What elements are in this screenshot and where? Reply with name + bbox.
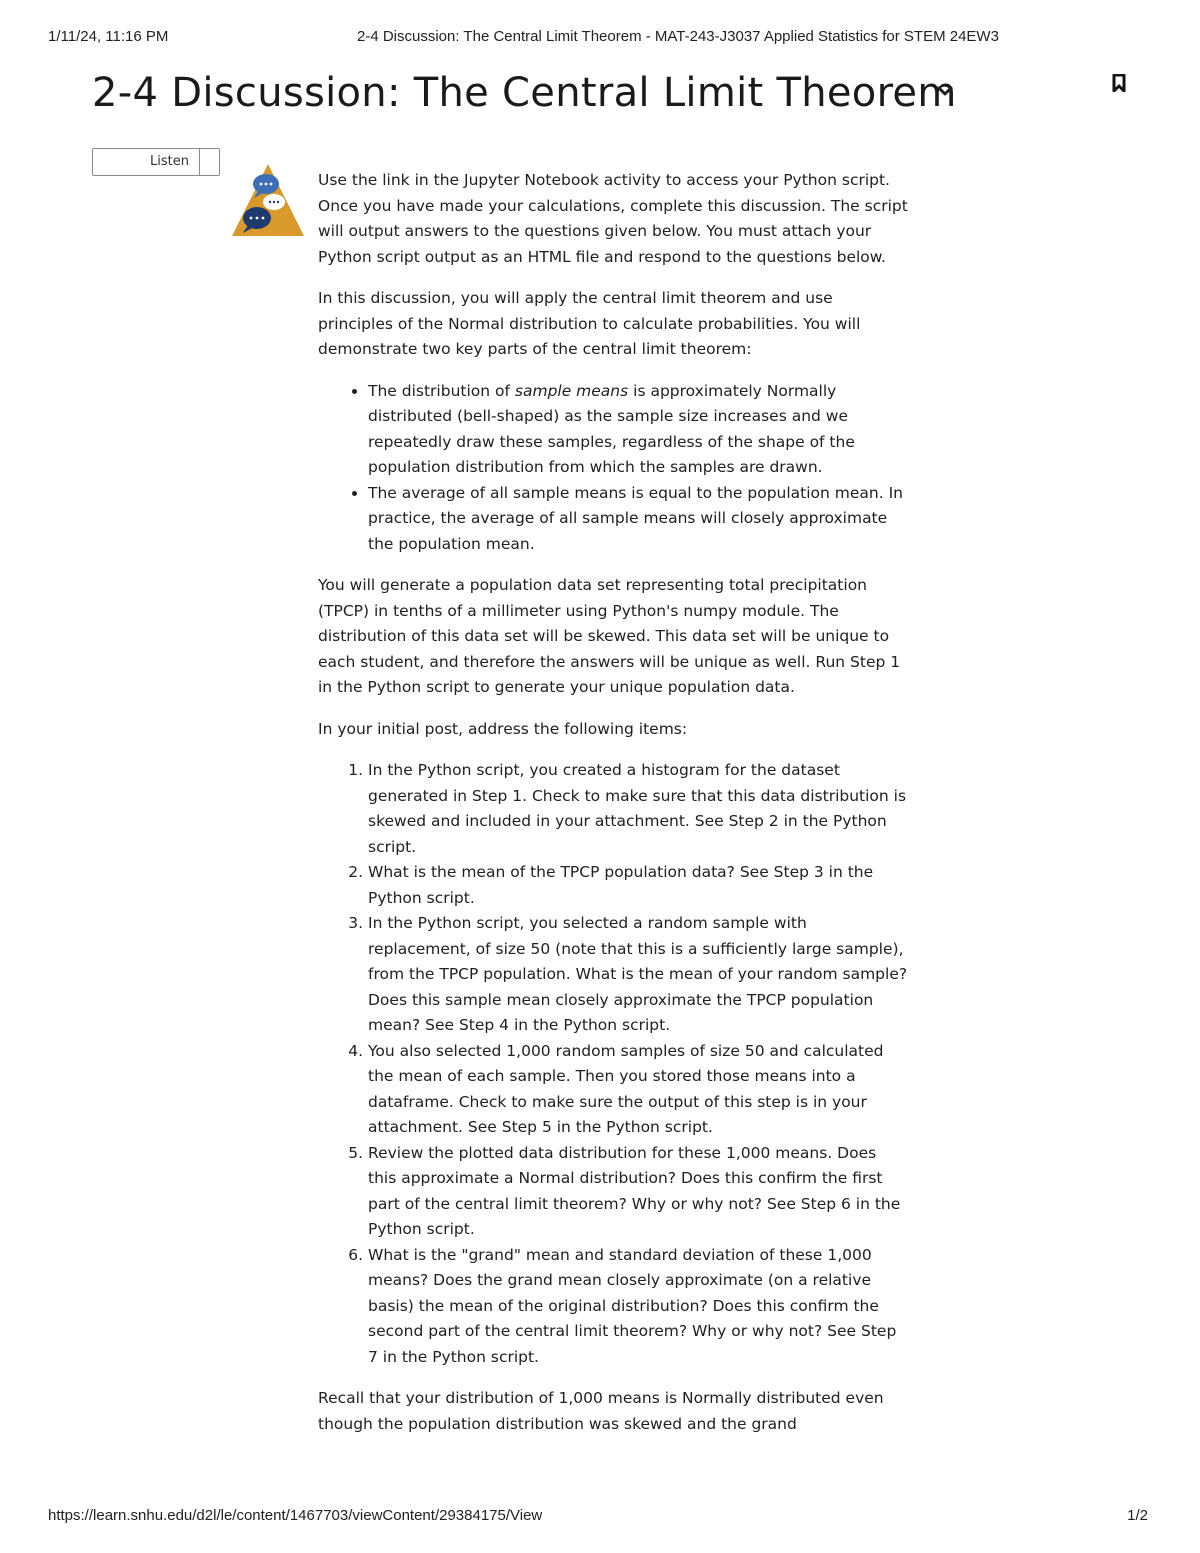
bullet-text: is approximately Normally distributed (bell-shaped) as the sample size increases and we repeatedly draw these samples, regardless of the shape of the population distribution from which the samples are drawn.	[368, 381, 855, 476]
clt-bullet-list	[318, 379, 908, 558]
chevron-down-icon[interactable]	[936, 82, 954, 100]
print-footer	[0, 1507, 1200, 1527]
bookmark-icon[interactable]	[1112, 74, 1126, 92]
print-page-number: 1/2	[1127, 1507, 1148, 1524]
question-item: 1. In the Python script, you created a histogram for the dataset generated in Step 1. Check to make sure that this data distribution is skewed and included in your attachment. See Step 2 in the Python script.	[368, 758, 908, 860]
bullet-emphasis: sample means	[514, 381, 629, 400]
question-item: 5. Review the plotted data distribution for these 1,000 means. Does this approximate a Normal distribution? Does this confirm the first part of the central limit theorem? Why or why not? See Step 6 in the Python script.	[368, 1141, 908, 1243]
data-paragraph: You will generate a population data set representing total precipitation (TPCP) in tenths of a millimeter using Python's numpy module. The distribution of this data set will be skewed. This data set will be unique to each student, and therefore the answers will be unique as well. Run Step 1 in the Python script to generate your unique population data.	[318, 576, 901, 696]
discussion-icon	[230, 162, 306, 238]
question-item: 4. You also selected 1,000 random samples of size 50 and calculated the mean of each sample. Then you stored those means into a dataframe. Check to make sure the output of this step is in your attachment. See Step 5 in the Python script.	[368, 1039, 908, 1141]
listen-divider	[199, 149, 200, 175]
bullet-text: The distribution of	[368, 381, 515, 400]
question-item: 3. In the Python script, you selected a random sample with replacement, of size 50 (note that this is a sufficiently large sample), from the TPCP population. What is the mean of your random sample? Does this sample mean closely approximate the TPCP population mean? See Step 4 in the Python script.	[368, 911, 908, 1039]
page-title: 2-4 Discussion: The Central Limit Theorem	[92, 70, 957, 116]
recall-paragraph: Recall that your distribution of 1,000 means is Normally distributed even though the population distribution was skewed and the grand	[318, 1389, 884, 1433]
question-list	[318, 758, 908, 1370]
discussion-content	[318, 168, 908, 1453]
listen-label: Listen	[150, 154, 189, 169]
print-date: 1/11/24, 11:16 PM	[48, 28, 169, 45]
title-row	[92, 66, 1132, 122]
question-item: 2. What is the mean of the TPCP population data? See Step 3 in the Python script.	[368, 860, 908, 911]
print-doc-title: 2-4 Discussion: The Central Limit Theorem - MAT-243-J3037 Applied Statistics for STEM 24EW3	[357, 28, 999, 45]
bullet-item	[368, 379, 908, 481]
bullet-item: • The average of all sample means is equal to the population mean. In practice, the average of all sample means will closely approximate the population mean.	[368, 481, 908, 558]
post-instructions: In your initial post, address the following items:	[318, 719, 688, 738]
question-item: 6. What is the "grand" mean and standard deviation of these 1,000 means? Does the grand mean closely approximate (on a relative basis) the mean of the original distribution? Does this confirm the second part of the central limit theorem? Why or why not? See Step 7 in the Python script.	[368, 1243, 908, 1371]
print-header	[0, 28, 1200, 48]
intro-paragraph: Use the link in the Jupyter Notebook activity to access your Python script. Once you have made your calculations, complete this discussion. The script will output answers to the questions given below. You must attach your Python script output as an HTML file and respond to the questions below.	[318, 171, 908, 266]
clt-paragraph: In this discussion, you will apply the central limit theorem and use principles of the Normal distribution to calculate probabilities. You will demonstrate two key parts of the central limit theorem:	[318, 289, 861, 358]
listen-button[interactable]	[92, 148, 220, 176]
print-url: https://learn.snhu.edu/d2l/le/content/1467703/viewContent/29384175/View	[48, 1507, 543, 1524]
